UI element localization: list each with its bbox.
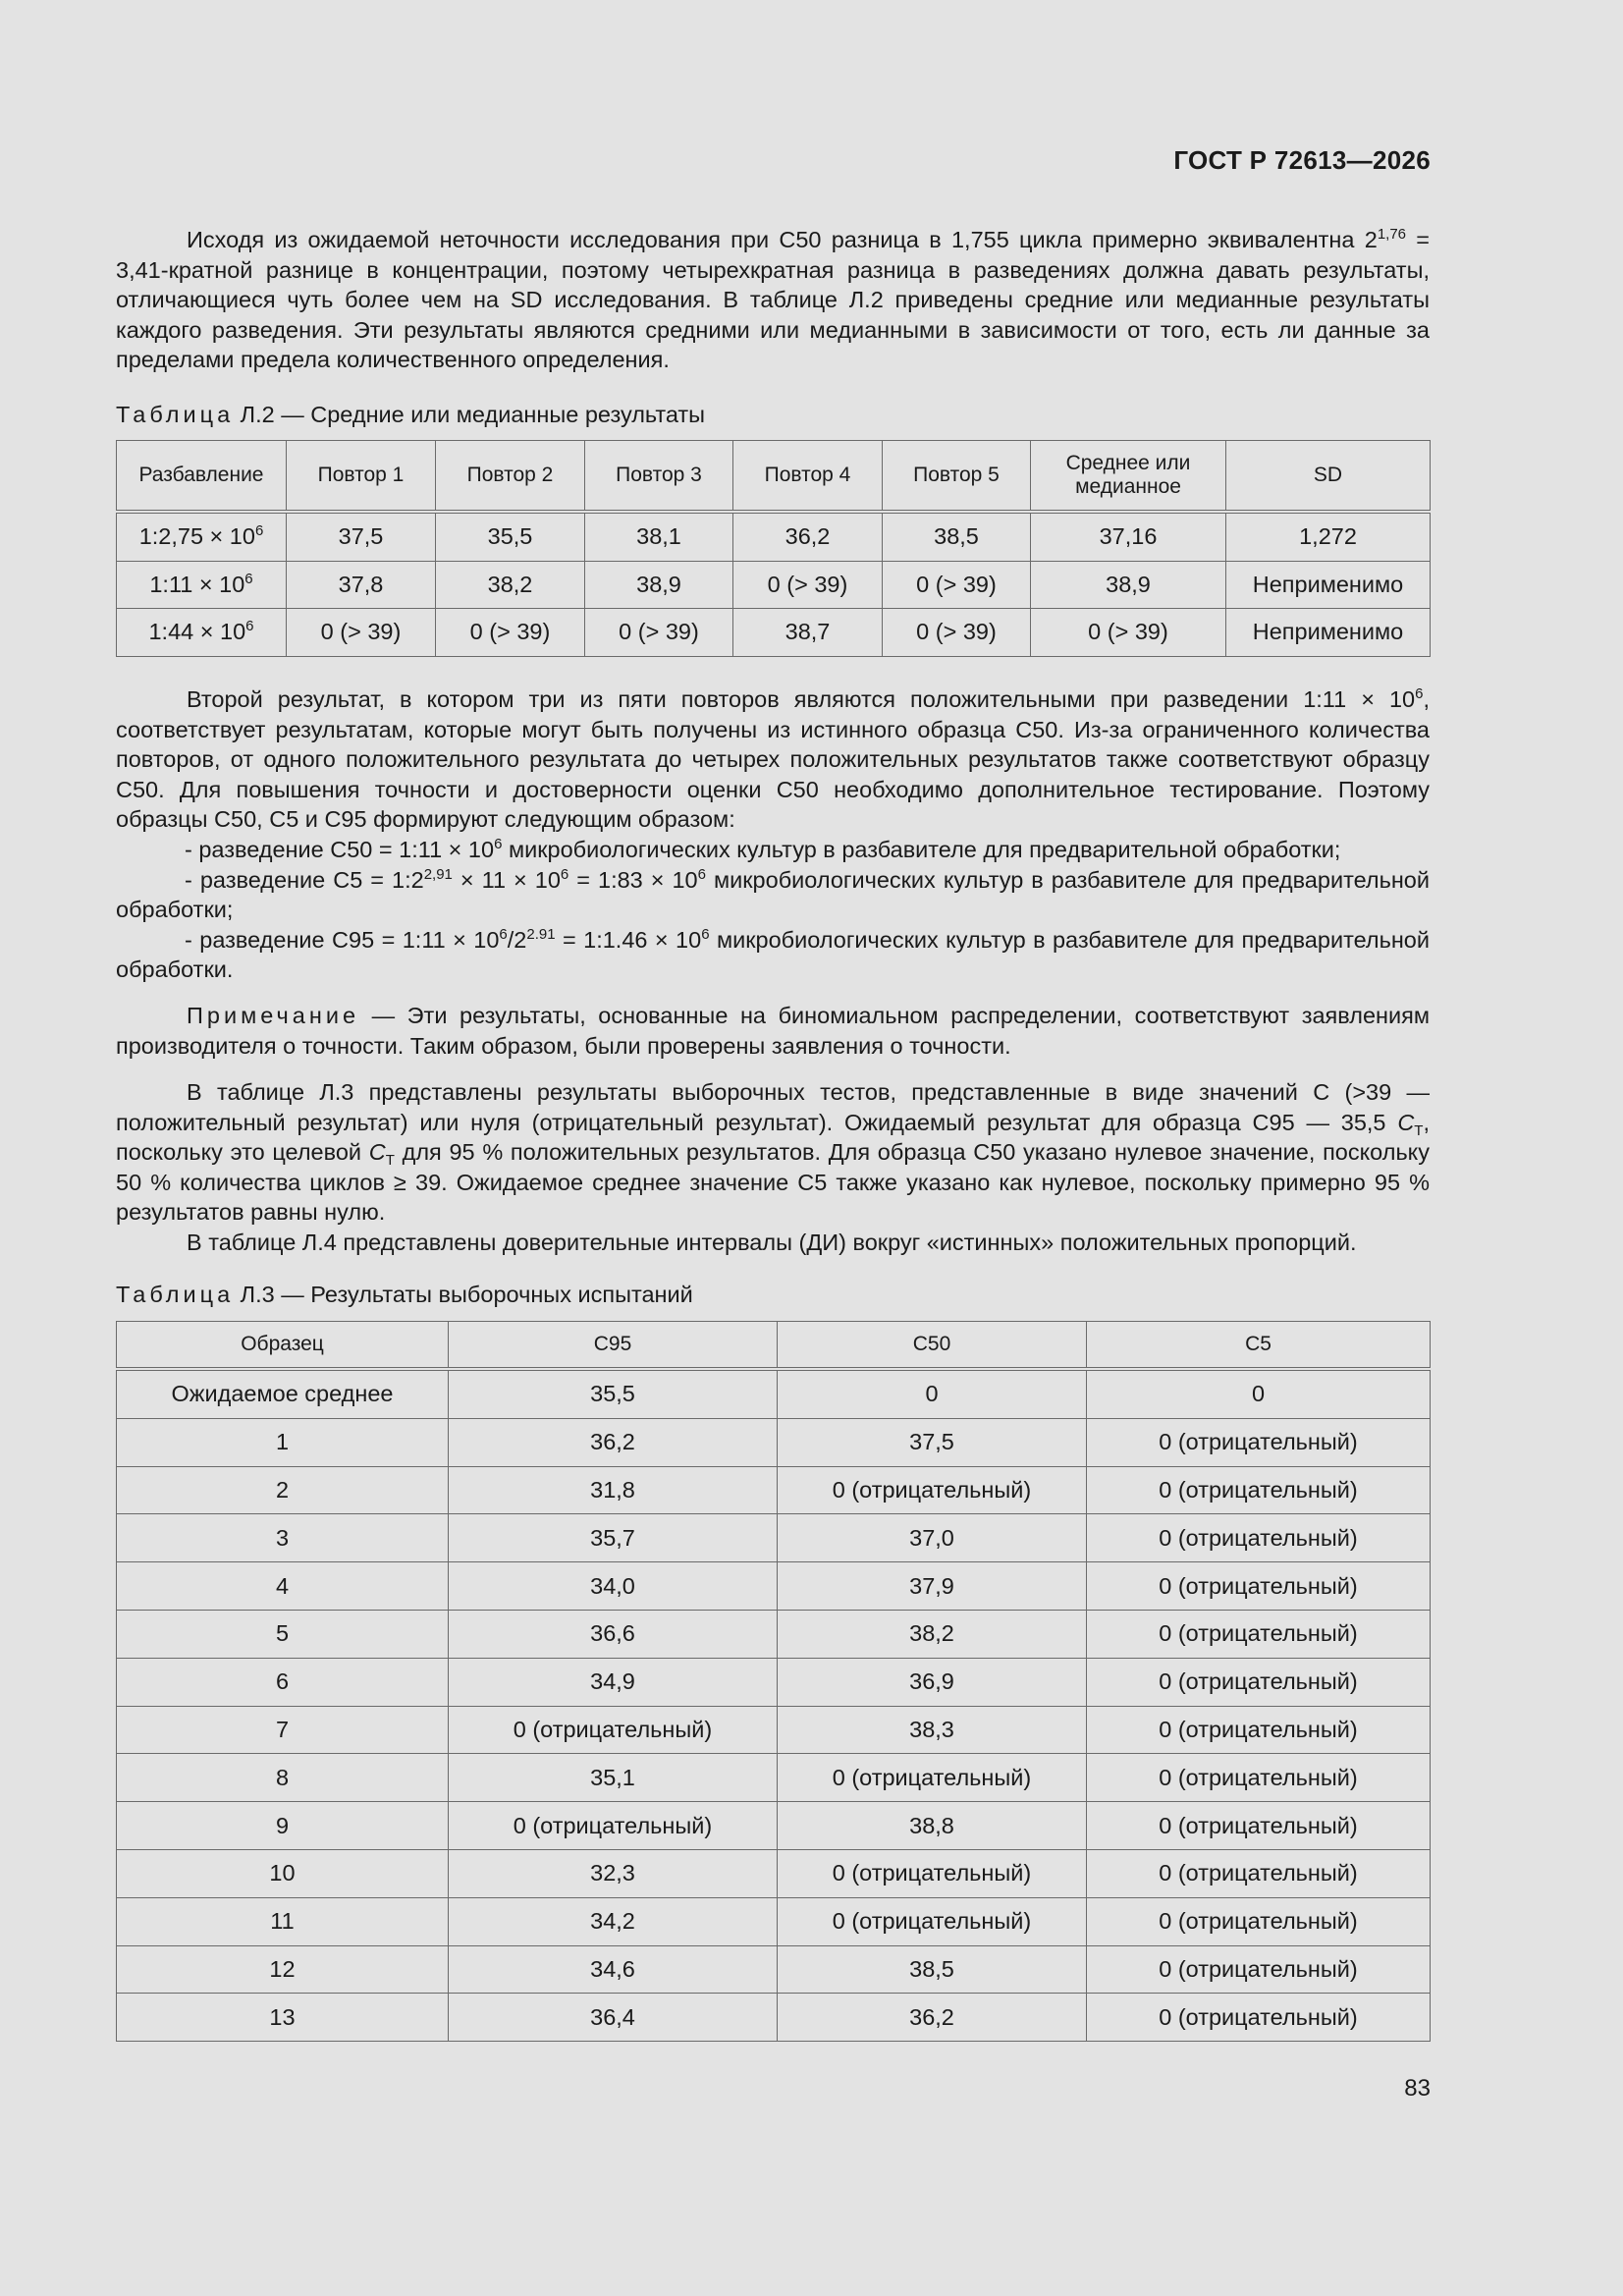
table-cell: 0 (> 39) [287, 609, 436, 657]
table-cell: 3 [117, 1514, 449, 1562]
table-cell: 37,9 [778, 1562, 1087, 1611]
text: Исходя из ожидаемой неточности исследования при C50 разница в 1,755 цикла примерно эквивалентна 2 [187, 227, 1378, 252]
table-cell: 0 (> 39) [883, 561, 1031, 609]
table-cell: 38,2 [778, 1610, 1087, 1658]
table-cell: 0 (отрицательный) [1087, 1706, 1431, 1754]
note-label: Примечание [187, 1003, 360, 1028]
table-row [117, 1754, 1431, 1802]
superscript: 1,76 [1377, 226, 1407, 243]
table-cell: 36,9 [778, 1658, 1087, 1706]
table-row [117, 1658, 1431, 1706]
paragraph-table-l3-intro: В таблице Л.3 представлены результаты выборочных тестов, представленные в виде значений C (>39 — положительный результат) или нуля (отрицательный результат). Ожидаемый результат для образца C95 — 35,5 $C_T$, поскольку это целевой $C_T$ для 95 % положительных результатов. Для образца C50 указано нулевое значение, поскольку 50 % количества циклов ≥ 39. Ожидаемое среднее значение C5 также указано как нулевое, поскольку примерно 95 % результатов равны нулю. В таблице Л.4 представлены доверительные интервалы (ДИ) вокруг «истинных» положительных пропорций. [116, 1077, 1430, 1258]
table-row [117, 1418, 1431, 1466]
paragraph-table-l4-ref: В таблице Л.4 представлены доверительные интервалы (ДИ) вокруг «истинных» положительных пропорций. [187, 1229, 1357, 1255]
table-header-row [117, 1322, 1431, 1370]
table-cell: 34,9 [449, 1658, 778, 1706]
table-cell: 35,1 [449, 1754, 778, 1802]
table-cell: 0 (отрицательный) [778, 1754, 1087, 1802]
table-cell: 31,8 [449, 1466, 778, 1514]
column-header: C50 [778, 1322, 1087, 1370]
text: , соответствует результатам, которые могут быть получены из истинного образца C50. Из-за ограниченного количества повторов, от одного положительного результата до четырех положительных результатов также соответствуют образцу C50. Для повышения точности и достоверности оценки C50 необходимо дополнительное тестирование. Поэтому образцы C50, C5 и C95 формируют следующим образом: [116, 686, 1430, 833]
table-cell: 38,3 [778, 1706, 1087, 1754]
table-cell: 5 [117, 1610, 449, 1658]
table-cell: 4 [117, 1562, 449, 1611]
table-cell: 0 (> 39) [1031, 609, 1226, 657]
table-cell: 1:2,75 × $10^6$ [117, 512, 287, 561]
table-row [117, 561, 1431, 609]
list-item: - разведение $C5 = 1:2^{2,91} \times 11 \times 10^6$ = 1:83 × $10^6$ микробиологических культур в разбавителе для предварительной обработки; [116, 865, 1430, 923]
table-cell: 38,8 [778, 1802, 1087, 1850]
table-cell: 38,9 [1031, 561, 1226, 609]
table-row [117, 1945, 1431, 1994]
table-cell: 0 (> 39) [585, 609, 733, 657]
table-cell: 34,6 [449, 1945, 778, 1994]
table-row [117, 1369, 1431, 1418]
table-cell: 0 (отрицательный) [778, 1849, 1087, 1897]
table-cell: Неприменимо [1226, 561, 1431, 609]
list-item: - разведение C95 = 1:11 × $10^6/2^{2.91}$ = 1:1.46 × $10^6$ микробиологических культур в разбавителе для предварительной обработки. [116, 925, 1430, 983]
table-cell: 1,272 [1226, 512, 1431, 561]
table-row [117, 1610, 1431, 1658]
caption-label: Таблица [116, 1282, 235, 1307]
column-header: Повтор 4 [733, 441, 883, 513]
table-cell: 0 (отрицательный) [778, 1466, 1087, 1514]
table-cell: 0 (> 39) [883, 609, 1031, 657]
table-cell: 38,1 [585, 512, 733, 561]
table-cell: 0 (отрицательный) [449, 1802, 778, 1850]
table-cell: 0 (отрицательный) [449, 1706, 778, 1754]
table-cell: 6 [117, 1658, 449, 1706]
table-cell: 0 (отрицательный) [1087, 1562, 1431, 1611]
table-row [117, 1849, 1431, 1897]
table-cell: 0 (> 39) [436, 609, 585, 657]
table-cell: 36,2 [733, 512, 883, 561]
table-l3-body [117, 1369, 1431, 2042]
caption-text: Л.2 — Средние или медианные результаты [234, 402, 706, 427]
table-cell: 38,9 [585, 561, 733, 609]
table-cell: 0 (отрицательный) [1087, 1418, 1431, 1466]
table-cell: 0 (отрицательный) [1087, 1658, 1431, 1706]
column-header: Повтор 3 [585, 441, 733, 513]
table-cell: 8 [117, 1754, 449, 1802]
table-cell: 2 [117, 1466, 449, 1514]
caption-text: Л.3 — Результаты выборочных испытаний [234, 1282, 693, 1307]
table-cell: 0 (> 39) [733, 561, 883, 609]
table-cell: Ожидаемое среднее [117, 1369, 449, 1418]
column-header: C95 [449, 1322, 778, 1370]
table-row [117, 1706, 1431, 1754]
table-cell: 32,3 [449, 1849, 778, 1897]
table-cell: 0 (отрицательный) [1087, 1466, 1431, 1514]
table-header-row [117, 441, 1431, 513]
table-cell: Неприменимо [1226, 609, 1431, 657]
column-header: Повтор 2 [436, 441, 585, 513]
table-cell: 37,16 [1031, 512, 1226, 561]
text: Второй результат, в котором три из пяти повторов являются положительными при разведении 1:11 × 10 [187, 686, 1416, 712]
column-header: Разбавление [117, 441, 287, 513]
table-cell: 0 [1087, 1369, 1431, 1418]
table-cell: 36,4 [449, 1994, 778, 2042]
table-cell: 34,0 [449, 1562, 778, 1611]
table-cell: 0 [778, 1369, 1087, 1418]
table-cell: 38,7 [733, 609, 883, 657]
table-cell: 0 (отрицательный) [1087, 1945, 1431, 1994]
caption-label: Таблица [116, 402, 235, 427]
table-cell: 1 [117, 1418, 449, 1466]
table-cell: 10 [117, 1849, 449, 1897]
table-cell: 7 [117, 1706, 449, 1754]
column-header: SD [1226, 441, 1431, 513]
table-row [117, 1562, 1431, 1611]
table-cell: 0 (отрицательный) [1087, 1897, 1431, 1945]
table-cell: 37,0 [778, 1514, 1087, 1562]
table-cell: 0 (отрицательный) [1087, 1610, 1431, 1658]
table-cell: 36,2 [778, 1994, 1087, 2042]
table-cell: 0 (отрицательный) [1087, 1994, 1431, 2042]
table-cell: 12 [117, 1945, 449, 1994]
table-row [117, 1897, 1431, 1945]
table-cell: 34,2 [449, 1897, 778, 1945]
list-item: - разведение C50 = 1:11 × $10^6$ микробиологических культур в разбавителе для предварительной обработки; [185, 835, 1341, 862]
table-row [117, 1802, 1431, 1850]
table-cell: 35,7 [449, 1514, 778, 1562]
table-cell: 0 (отрицательный) [1087, 1802, 1431, 1850]
table-cell: 0 (отрицательный) [1087, 1849, 1431, 1897]
table-cell: 37,5 [778, 1418, 1087, 1466]
table-cell: 0 (отрицательный) [778, 1897, 1087, 1945]
column-header: Повтор 1 [287, 441, 436, 513]
table-cell: 37,8 [287, 561, 436, 609]
column-header: Образец [117, 1322, 449, 1370]
table-cell: 0 (отрицательный) [1087, 1754, 1431, 1802]
column-header: Повтор 5 [883, 441, 1031, 513]
table-row [117, 1994, 1431, 2042]
table-cell: 9 [117, 1802, 449, 1850]
table-l2 [116, 440, 1431, 657]
table-row [117, 1466, 1431, 1514]
table-cell: 38,5 [778, 1945, 1087, 1994]
table-cell: 36,2 [449, 1418, 778, 1466]
table-l2-wrapper [116, 440, 1430, 657]
table-row [117, 609, 1431, 657]
table-cell: 36,6 [449, 1610, 778, 1658]
document-header: ГОСТ Р 72613—2026 [1173, 145, 1431, 175]
table-l3 [116, 1321, 1431, 2042]
table-l3-wrapper [116, 1321, 1430, 2042]
column-header: C5 [1087, 1322, 1431, 1370]
superscript: 6 [1415, 685, 1424, 702]
table-row [117, 512, 1431, 561]
paragraph-second-result [116, 684, 1430, 985]
column-header: Среднее или медианное [1031, 441, 1226, 513]
paragraph-intro [116, 225, 1430, 375]
table-cell: 37,5 [287, 512, 436, 561]
table-cell: 35,5 [449, 1369, 778, 1418]
note-text: — Эти результаты, основанные на биномиальном распределении, соответствуют заявлениям производителя о точности. Таким образом, были проверены заявления о точности. [116, 1003, 1430, 1059]
table-cell: 1:44 × $10^6$ [117, 609, 287, 657]
table-cell: 35,5 [436, 512, 585, 561]
table-l3-caption [116, 1280, 1430, 1309]
table-cell: 0 (отрицательный) [1087, 1514, 1431, 1562]
table-cell: 13 [117, 1994, 449, 2042]
note-paragraph [116, 1001, 1430, 1061]
table-cell: 1:11 × $10^6$ [117, 561, 287, 609]
text: = 3,41-кратной разнице в концентрации, поэтому четырехкратная разница в разведениях должна давать результаты, отличающиеся чуть более чем на SD исследования. В таблице Л.2 приведены средние или медианные результаты каждого разведения. Эти результаты являются средними или медианными в зависимости от того, есть ли данные за пределами предела количественного определения. [116, 227, 1430, 373]
table-l2-caption [116, 400, 1430, 429]
table-cell: 38,5 [883, 512, 1031, 561]
table-row [117, 1514, 1431, 1562]
page-number: 83 [1404, 2075, 1431, 2102]
table-cell: 38,2 [436, 561, 585, 609]
table-cell: 11 [117, 1897, 449, 1945]
